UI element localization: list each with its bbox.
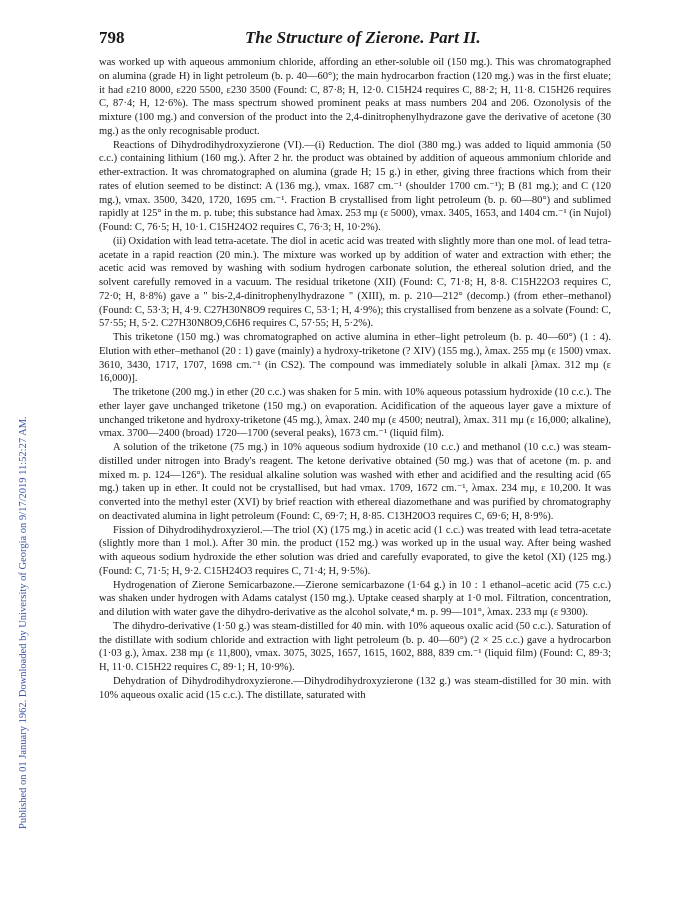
download-watermark — [8, 80, 29, 840]
paragraph: Hydrogenation of Zierone Semicarbazone.—Zierone semicarbazone (1·64 g.) in 10 : 1 ethanol–acetic acid (75 c.c.) was shaken under hydrogen with Adams catalyst (150 mg.). Uptake ceased sharply at 1·0 mol. Filtration, concentration, and dilution with water gave the dihydro-derivative as the alcohol solvate,⁴ m. p. 99—101°, λmax. 233 mμ (ε 9300). — [99, 579, 611, 618]
paragraph: Dehydration of Dihydrodihydroxyzierone.—Dihydrodihydroxyzierone (132 g.) was steam-distilled for 30 min. with 10% aqueous oxalic acid (15 c.c.). The distillate, saturated with — [99, 675, 611, 701]
paragraph: Fission of Dihydrodihydroxyzierol.—The triol (X) (175 mg.) in acetic acid (1 c.c.) was treated with lead tetra-acetate (slightly more than 1 mol.). After 30 min. the product (152 mg.) was worked up in the usual way. After being washed with aqueous sodium hydroxide the ether solution was dried and carefully evaporated, to give the ketol (XI) (125 mg.) (Found: C, 71·5; H, 9·2. C15H24O3 requires C, 71·4; H, 9·5%). — [99, 524, 611, 577]
download-note: Published on 01 January 1962. Downloaded by University of Georgia on 9/17/2019 11:52:27 AM. — [18, 416, 29, 829]
page-number: 798 — [99, 28, 125, 47]
paragraph: Reactions of Dihydrodihydroxyzierone (VI).—(i) Reduction. The diol (380 mg.) was added to liquid ammonia (50 c.c.) containing lithium (160 mg.). After 2 hr. the product was obtained by addition of aqueous ammonium chloride and ether-extraction. It was chromatographed on alumina (grade H; 15 g.) in ether, giving three fractions which from their rates of elution seemed to be distinct: A (136 mg.), νmax. 1687 cm.⁻¹ (shoulder 1700 cm.⁻¹); B (81 mg.); and C (120 mg.), νmax. 3500, 3420, 1720, 1695 cm.⁻¹. Fraction B crystallised from light petroleum (b. p. 60—80°) and sublimed rapidly at 125° in the m. p. tube; this substance had λmax. 253 mμ (ε 5000), νmax. 3405, 1653, and 1404 cm.⁻¹ (in Nujol) (Found: C, 76·5; H, 10·1. C15H24O2 requires C, 76·3; H, 10·2%). — [99, 139, 611, 233]
page-header — [99, 28, 609, 54]
paragraph: The dihydro-derivative (1·50 g.) was steam-distilled for 40 min. with 10% aqueous oxalic acid (50 c.c.). Saturation of the distillate with sodium chloride and extraction with light petroleum (b. p. 40—60°) (2 × 25 c.c.) gave a hydrocarbon (1·03 g.), λmax. 238 mμ (ε 11,800), νmax. 3075, 3025, 1657, 1615, 1602, 888, 839 cm.⁻¹ (liquid film) (Found: C, 89·3; H, 11·0. C15H22 requires C, 89·1; H, 10·9%). — [99, 620, 611, 673]
article-body — [99, 56, 611, 702]
paragraph: (ii) Oxidation with lead tetra-acetate. The diol in acetic acid was treated with slightly more than one mol. of lead tetra-acetate in a rapid reaction (20 min.). The mixture was worked up by addition of water and extraction with ether; the acetic acid was removed by washing with sodium hydrogen carbonate solution, the ethereal solution dried, and the solvent carefully removed in a vacuum. The residual triketone (XII) (Found: C, 71·8; H, 8·8. C15H22O3 requires C, 72·0; H, 8·8%) gave a " bis-2,4-dinitrophenylhydrazone " (XIII), m. p. 210—212° (decomp.) (from ether–methanol) (Found: C, 53·3; H, 4·9. C27H30N8O9 requires C, 53·1; H, 4·9%); this crystallised from benzene as a solvate (Found: C, 57·55; H, 5·2. C27H30N8O9,C6H6 requires C, 57·55; H, 5·2%). — [99, 235, 611, 330]
paragraph: This triketone (150 mg.) was chromatographed on active alumina in ether–light petroleum (b. p. 40—60°) (1 : 4). Elution with ether–methanol (20 : 1) gave (mainly) a hydroxy-triketone (? XIV) (155 mg.), λmax. 255 mμ (ε 1500) νmax. 3610, 3430, 1717, 1707, 1698 cm.⁻¹ (in CS2). The compound was immediately soluble in alkali [λmax. 312 mμ (ε 16,000)]. — [99, 332, 611, 385]
running-title: The Structure of Zierone. Part II. — [245, 28, 481, 47]
paragraph: was worked up with aqueous ammonium chloride, affording an ether-soluble oil (150 mg.). This was chromatographed on alumina (grade H) in light petroleum (b. p. 40—60°); the main hydrocarbon fraction (120 mg.) was in the first eluate; it had ε210 8000, ε220 5500, ε230 3500 (Found: C, 87·8; H, 12·0. C15H24 requires C, 88·2; H, 11·8. C15H26 requires C, 87·4; H, 12·6%). The mass spectrum showed prominent peaks at mass numbers 204 and 206. Ozonolysis of the mixture (100 mg.) and conversion of the product into the 2,4-dinitrophenylhydrazone gave the derivative of acetone (30 mg.) as the only recognisable product. — [99, 57, 611, 137]
paragraph: The triketone (200 mg.) in ether (20 c.c.) was shaken for 5 min. with 10% aqueous potassium hydroxide (10 c.c.). The ether layer gave unchanged triketone (150 mg.) on evaporation. Acidification of the aqueous layer gave a mixture of unchanged triketone and hydroxy-triketone (45 mg.), λmax. 240 mμ (ε 4500; neutral), λmax. 311 mμ (ε 16,000; alkaline), νmax. 3700—2400 (broad) 1720—1700 (several peaks), 1673 cm.⁻¹ (liquid film). — [99, 387, 611, 440]
paragraph: A solution of the triketone (75 mg.) in 10% aqueous sodium hydroxide (10 c.c.) and methanol (10 c.c.) was steam-distilled under nitrogen into Brady's reagent. The ketone derivative obtained (50 mg.) was that of acetone (m. p. and mixed m. p. 124—126°). The residual alkaline solution was washed with ether and acidified and the resulting acid (65 mg.) taken up in ether. It could not be crystallised, but had νmax. 1709, 1672 cm.⁻¹, λmax. 234 mμ, ε 10,200. It was converted into the methyl ester (XVI) by brief reaction with ethereal diazomethane and was purified by chromatography on deactivated alumina in light petroleum (Found: C, 69·7; H, 8·85. C13H20O3 requires C, 69·6; H, 8·9%). — [99, 442, 611, 522]
